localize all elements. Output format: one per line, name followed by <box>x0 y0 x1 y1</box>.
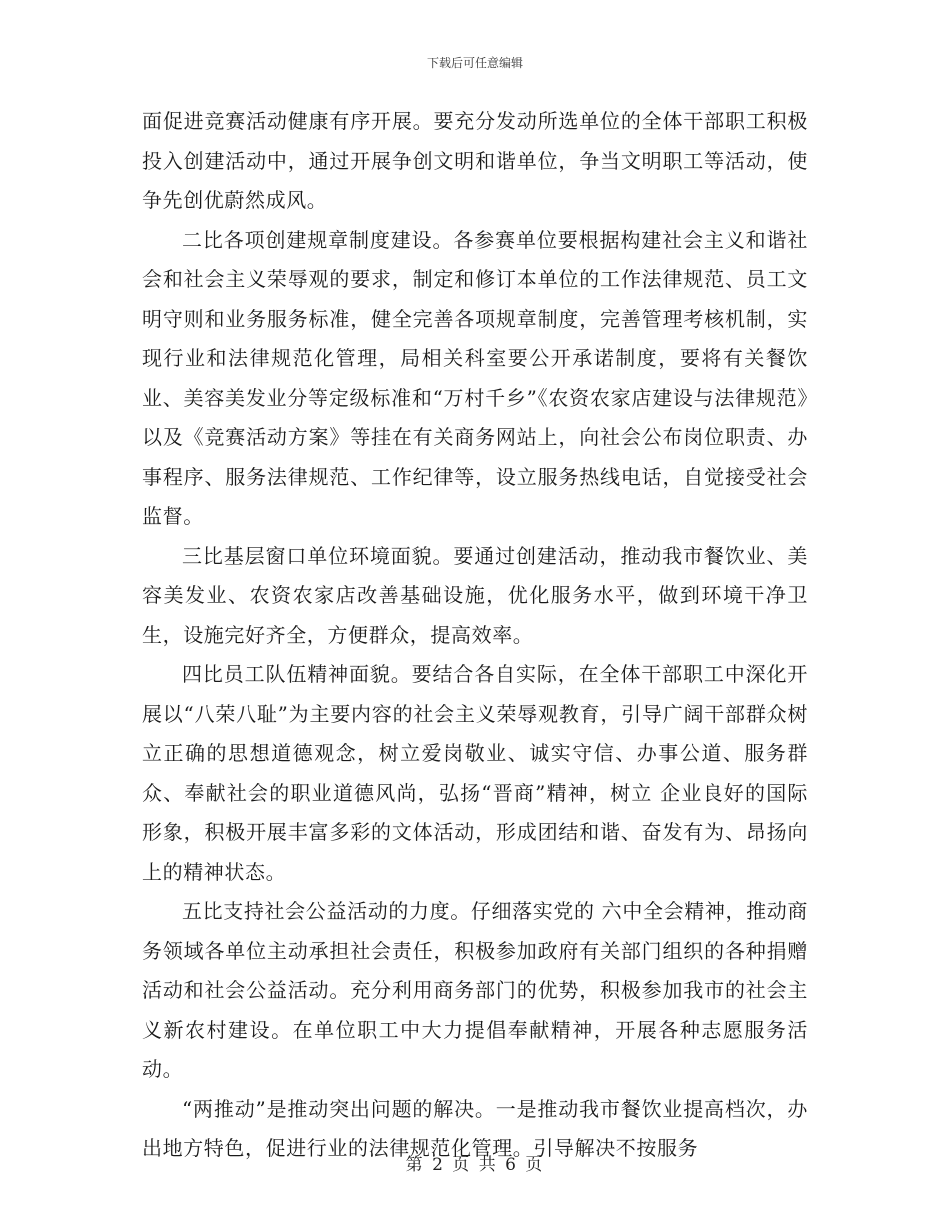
paragraph-continuation: 面促进竞赛活动健康有序开展。要充分发动所选单位的全体干部职工积极投入创建活动中，通过开展争创文明和谐单位，争当文明职工等活动，使争先创优蔚然成风。 <box>142 109 808 212</box>
paragraph-staff-spirit: 四比员工队伍精神面貌。要结合各自实际，在全体干部职工中深化开展以“八荣八耻”为主要内容的社会主义荣辱观教育，引导广阔干部群众树立正确的思想道德观念，树立爱岗敬业、诚实守信、办事公道、服务群众、奉献社会的职业道德风尚，弘扬“晋商”精神，树立 企业良好的国际形象，积极开展丰富多彩的文体活动，形成团结和谐、奋发有为、昂扬向上的精神状态。 <box>142 662 808 884</box>
paragraph-two-promotions: “两推动”是推动突出问题的解决。一是推动我市餐饮业提高档次，办出地方特色，促进行业的法律规范化管理。引导解决不按服务 <box>142 1096 808 1160</box>
paragraph-environment: 三比基层窗口单位环境面貌。要通过创建活动，推动我市餐饮业、美容美发业、农资农家店改善基础设施，优化服务水平，做到环境干净卫生，设施完好齐全，方便群众，提高效率。 <box>142 543 808 647</box>
document-body <box>142 102 808 1169</box>
page-header-note: 下载后可任意编辑 <box>426 56 523 70</box>
paragraph-public-welfare: 五比支持社会公益活动的力度。仔细落实党的 六中全会精神，推动商务领域各单位主动承担社会责任，积极参加政府有关部门组织的各种捐赠活动和社会公益活动。充分利用商务部门的优势，积极参加我市的社会主义新农村建设。在单位职工中大力提倡奉献精神，开展各种志愿服务活动。 <box>142 899 808 1081</box>
paragraph-rules-system: 二比各项创建规章制度建设。各参赛单位要根据构建社会主义和谐社会和社会主义荣辱观的要求，制定和修订本单位的工作法律规范、员工文明守则和业务服务标准，健全完善各项规章制度，完善管理考核机制，实现行业和法律规范化管理，局相关科室要公开承诺制度，要将有关餐饮业、美容美发业分等定级标准和“万村千乡”《农资农家店建设与法律规范》以及《竞赛活动方案》等挂在有关商务网站上，向社会公布岗位职责、办事程序、服务法律规范、工作纪律等，设立服务热线电话，自觉接受社会监督。 <box>142 227 808 528</box>
page-number: 第 2 页 共 6 页 <box>405 1155 545 1175</box>
